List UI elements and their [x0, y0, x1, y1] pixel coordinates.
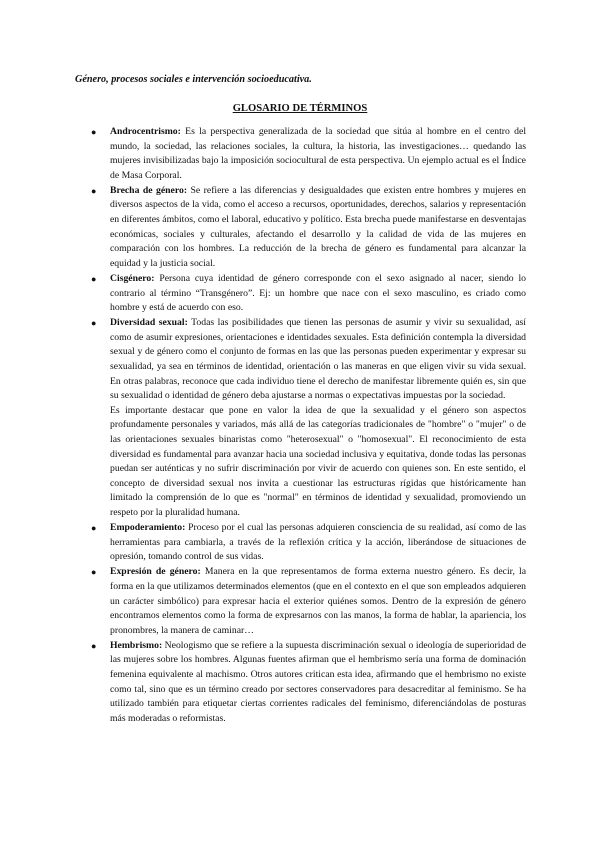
bullet-icon: ● [91, 127, 97, 137]
glossary-definition: Todas las posibilidades que tienen las personas de asumir y vivir su sexualidad, así como de asumir expresiones, orientaciones e identidades sexuales. Esta definición contempla la diversidad sexual y de género como el conjunto de formas en las que las personas pueden experimentar y expresar su sexualidad, ya sea en términos de identidad, orientación o las maneras en que eligen vivir su vida sexual. En otras palabras, reconoce que cada individuo tiene el derecho de manifestar libremente quién es, sin que su sexualidad o identidad de género deba ajustarse a normas o expectativas impuestas por la sociedad. [110, 317, 526, 402]
glossary-entry-brecha-de-genero [91, 184, 527, 272]
glossary-entry-androcentrismo [91, 125, 527, 183]
bullet-icon: ● [91, 318, 97, 329]
glossary-entry-hembrismo [91, 639, 526, 727]
course-subject: Género, procesos sociales e intervención socioeducativa. [75, 74, 312, 85]
glossary-entry-expresion-de-genero [91, 565, 527, 638]
glossary-term: Empoderamiento: [110, 522, 186, 534]
glossary-definition: Manera en la que representamos de forma externa nuestro género. Es decir, la forma en la que utilizamos determinados elementos (que en el contexto en el que son empleados adquieren un carácter simbólico) para expresar hacia el exterior quiénes somos. Dentro de la expresión de género encontramos elementos como la forma de expresarnos con las manos, la forma de hablar, la apariencia, los pronombres, la manera de caminar… [110, 566, 527, 636]
bullet-icon: ● [91, 567, 97, 578]
bullet-icon: ● [91, 185, 97, 196]
bullet-icon: ● [91, 273, 97, 284]
glossary-definition: Es la perspectiva generalizada de la sociedad que sitúa al hombre en el centro del mundo, la sociedad, las relaciones sociales, la cultura, la historia, las investigaciones… quedando las mujeres invisibilizadas bajo la imposición sociocultural de esta perspectiva. Un ejemplo actual es el Índice de Masa Corporal. [110, 126, 527, 181]
bullet-icon: ● [91, 523, 97, 534]
glossary-entry-cisgenero [91, 272, 527, 316]
glossary-term: Brecha de género: [110, 184, 188, 196]
glossary-definition: Se refiere a las diferencias y desigualdades que existen entre hombres y mujeres en diversos aspectos de la vida, como el acceso a recursos, oportunidades, derechos, salarios y representación en diferentes ámbitos, como el laboral, educativo y político. Esta brecha puede manifestarse en desventajas económicas, sociales y culturales, afectando el desarrollo y la calidad de vida de las mujeres en comparación con los hombres. La reducción de la brecha de género es fundamental para alcanzar la equidad y la justicia social. [110, 184, 527, 269]
glossary-entry-empoderamiento [91, 521, 526, 565]
glossary-definition-continued: Es importante destacar que pone en valor la idea de que la sexualidad y el género son aspectos profundamente personales y variados, más allá de las categorías tradicionales de "hombre" o "mujer" o de las orientaciones sexuales binaristas como "heterosexual" o "homosexual". El reconocimiento de esta diversidad es fundamental para avanzar hacia una sociedad inclusiva y equitativa, donde todas las personas puedan ser auténticas y no sufrir discriminación por vivir de acuerdo con quienes son. En este sentido, el concepto de diversidad sexual nos invita a cuestionar las estructuras rígidas que históricamente han limitado la comprensión de lo que es "normal" en términos de identidad y sexualidad, promoviendo un respeto por la pluralidad humana. [110, 404, 526, 518]
glossary-definition: Neologismo que se refiere a la supuesta discriminación sexual o ideología de superioridad de las mujeres sobre los hombres. Algunas fuentes afirman que el hembrismo sería una forma de dominación femenina equivalente al machismo. Otros autores critican esta idea, afirmando que el hembrismo no existe como tal, sino que es un término creado por sectores conservadores para desacreditar al feminismo. Se ha utilizado también para etiquetar ciertas corrientes radicales del feminismo, diferenciándolas de posturas más moderadas o reformistas. [110, 639, 526, 724]
bullet-icon: ● [91, 640, 97, 651]
glossary-term: Expresión de género: [110, 566, 201, 578]
glossary-title: GLOSARIO DE TÉRMINOS [232, 103, 368, 114]
glossary-term: Androcentrismo: [110, 126, 181, 137]
glossary-definition: Persona cuya identidad de género corresponde con el sexo asignado al nacer, siendo lo contrario al término “Transgénero”. Ej: un hombre que nace con el sexo masculino, es criado como hombre y está de acuerdo con eso. [110, 272, 527, 314]
glossary-entry-diversidad-sexual [91, 316, 526, 520]
glossary-list [91, 125, 527, 727]
glossary-definition: Proceso por el cual las personas adquieren consciencia de su realidad, así como de las herramientas para cambiarla, a través de la reflexión crítica y la acción, liberándose de situaciones de opresión, tomando control de sus vidas. [110, 522, 526, 563]
glossary-term: Diversidad sexual: [110, 317, 188, 329]
glossary-term: Cisgénero: [110, 272, 155, 284]
glossary-term: Hembrismo: [110, 639, 163, 651]
